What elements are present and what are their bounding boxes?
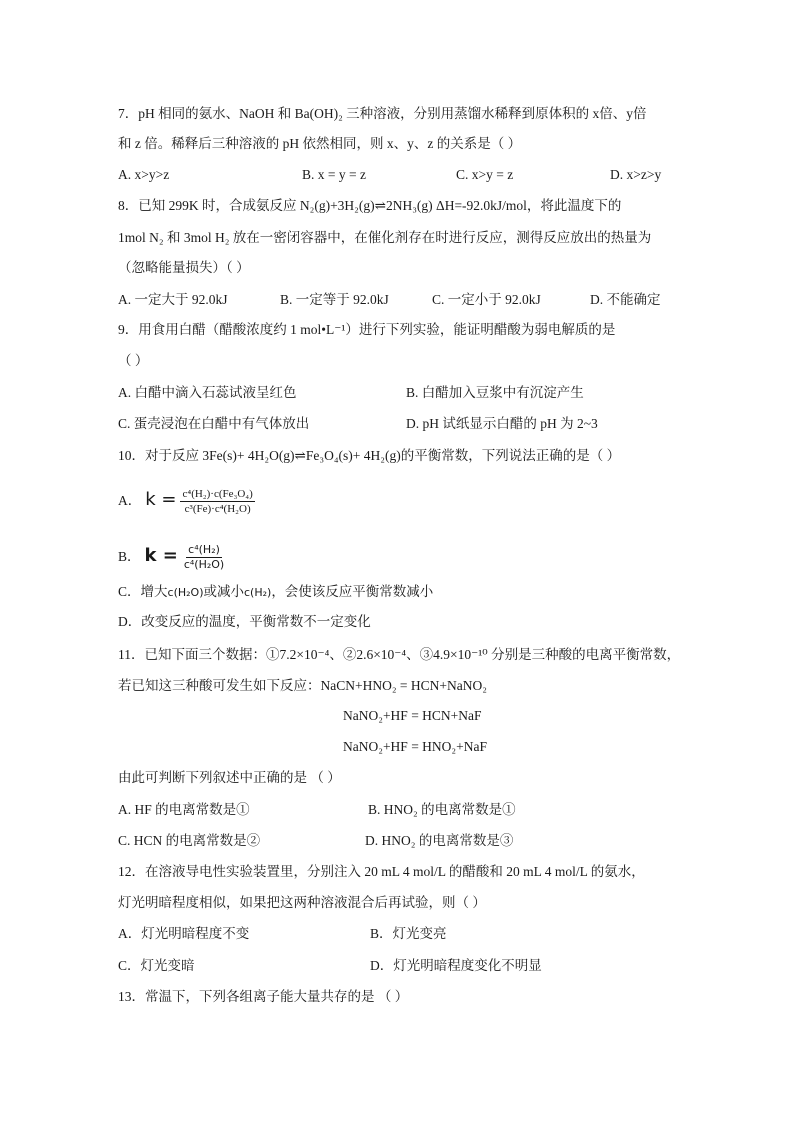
q10-option-a-numerator: c⁴(H₂)·c(Fe₃O₄) bbox=[182, 488, 253, 501]
q10-option-c-term1: c(H₂O) bbox=[167, 586, 204, 599]
q11-option-a: A. HF 的电离常数是① bbox=[118, 802, 250, 817]
q11-stem-line3: 由此可判断下列叙述中正确的是 （ ） bbox=[118, 770, 341, 785]
q8-stem-line3: （忽略能量损失）（ ） bbox=[118, 260, 250, 275]
q12-option-d: D．灯光明暗程度变化不明显 bbox=[370, 958, 542, 973]
q10-option-c-post: ，会使该反应平衡常数减小 bbox=[271, 584, 434, 599]
q10-option-b-denominator: c⁴(H₂O) bbox=[183, 558, 225, 572]
q9-stem-line2: （ ） bbox=[118, 353, 149, 368]
q10-option-a-k: k = bbox=[145, 489, 177, 510]
q10-option-a bbox=[118, 482, 255, 519]
q10-option-d: D．改变反应的温度，平衡常数不一定变化 bbox=[118, 614, 371, 629]
q9-option-d: D. pH 试纸显示白醋的 pH 为 2~3 bbox=[406, 416, 598, 431]
q8-option-d: D. 不能确定 bbox=[590, 292, 661, 307]
q9-option-c: C. 蛋壳浸泡在白醋中有气体放出 bbox=[118, 416, 310, 431]
q10-option-c bbox=[118, 582, 433, 603]
q13-stem: 13．常温下，下列各组离子能大量共存的是 （ ） bbox=[118, 989, 409, 1004]
q11-equation-2: NaNO₂+HF = HCN+NaF bbox=[343, 708, 482, 723]
q10-option-c-mid: 或减小 bbox=[203, 584, 244, 599]
q8-option-b: B. 一定等于 92.0kJ bbox=[280, 292, 389, 307]
q10-option-b-label: B． bbox=[118, 549, 141, 564]
q12-stem-line2: 灯光明暗程度相似，如果把这两种溶液混合后再试验，则（ ） bbox=[118, 895, 486, 910]
q11-option-b: B. HNO₂ 的电离常数是① bbox=[368, 802, 516, 817]
q11-stem-line1: 11．已知下面三个数据：①7.2×10⁻⁴、②2.6×10⁻⁴、③4.9×10⁻¹⁰ 分别是三种酸的电离平衡常数， bbox=[118, 647, 681, 662]
q7-stem-line1: 7．pH 相同的氨水、NaOH 和 Ba(OH)₂ 三种溶液，分别用蒸馏水稀释到原体积的 x倍、y倍 bbox=[118, 106, 647, 121]
q10-option-b-k: k = bbox=[144, 545, 178, 566]
q12-option-b: B．灯光变亮 bbox=[370, 926, 447, 941]
q12-option-c: C．灯光变暗 bbox=[118, 958, 195, 973]
q11-equation-3: NaNO₂+HF = HNO₂+NaF bbox=[343, 739, 487, 754]
q10-option-a-label: A． bbox=[118, 493, 142, 508]
q10-option-c-term2: c(H₂) bbox=[244, 586, 272, 599]
q12-option-a: A．灯光明暗程度不变 bbox=[118, 926, 250, 941]
q11-option-d: D. HNO₂ 的电离常数是③ bbox=[365, 833, 514, 848]
q10-option-a-fraction bbox=[180, 487, 254, 516]
q10-option-c-pre: C．增大 bbox=[118, 584, 168, 599]
q9-option-a: A. 白醋中滴入石蕊试液呈红色 bbox=[118, 385, 297, 400]
q10-stem: 10．对于反应 3Fe(s)+ 4H₂O(g)⇌Fe₃O₄(s)+ 4H₂(g)的平衡常数，下列说法正确的是（ ） bbox=[118, 448, 621, 463]
q10-option-b-numerator: c⁴(H₂) bbox=[188, 543, 220, 557]
q9-stem-line1: 9．用食用白醋（醋酸浓度约 1 mol•L⁻¹）进行下列实验，能证明醋酸为弱电解质的是 bbox=[118, 322, 616, 337]
q8-option-a: A. 一定大于 92.0kJ bbox=[118, 292, 228, 307]
q8-stem-line2: 1mol N₂ 和 3mol H₂ 放在一密闭容器中，在催化剂存在时进行反应，测得反应放出的热量为 bbox=[118, 230, 652, 245]
q7-option-c: C. x>y = z bbox=[456, 167, 514, 182]
q8-stem-line1: 8．已知 299K 时，合成氨反应 N₂(g)+3H₂(g)⇌2NH₃(g) ΔH=-92.0kJ/mol，将此温度下的 bbox=[118, 198, 622, 213]
q10-option-b bbox=[118, 538, 226, 575]
q11-stem-line2: 若已知这三种酸可发生如下反应：NaCN+HNO₂ = HCN+NaNO₂ bbox=[118, 678, 487, 693]
q7-option-a: A. x>y>z bbox=[118, 167, 170, 182]
q9-option-b: B. 白醋加入豆浆中有沉淀产生 bbox=[406, 385, 584, 400]
q8-option-c: C. 一定小于 92.0kJ bbox=[432, 292, 541, 307]
q7-stem-line2: 和 z 倍。稀释后三种溶液的 pH 依然相同，则 x、y、z 的关系是（ ） bbox=[118, 136, 522, 151]
q10-option-a-denominator: c³(Fe)·c⁴(H₂O) bbox=[184, 503, 251, 516]
q12-stem-line1: 12．在溶液导电性实验装置里，分别注入 20 mL 4 mol/L 的醋酸和 20 mL 4 mol/L 的氨水， bbox=[118, 864, 645, 879]
q7-option-d: D. x>z>y bbox=[610, 167, 662, 182]
q7-option-b: B. x = y = z bbox=[302, 167, 366, 182]
q10-option-b-fraction bbox=[182, 543, 226, 572]
q11-option-c: C. HCN 的电离常数是② bbox=[118, 833, 261, 848]
